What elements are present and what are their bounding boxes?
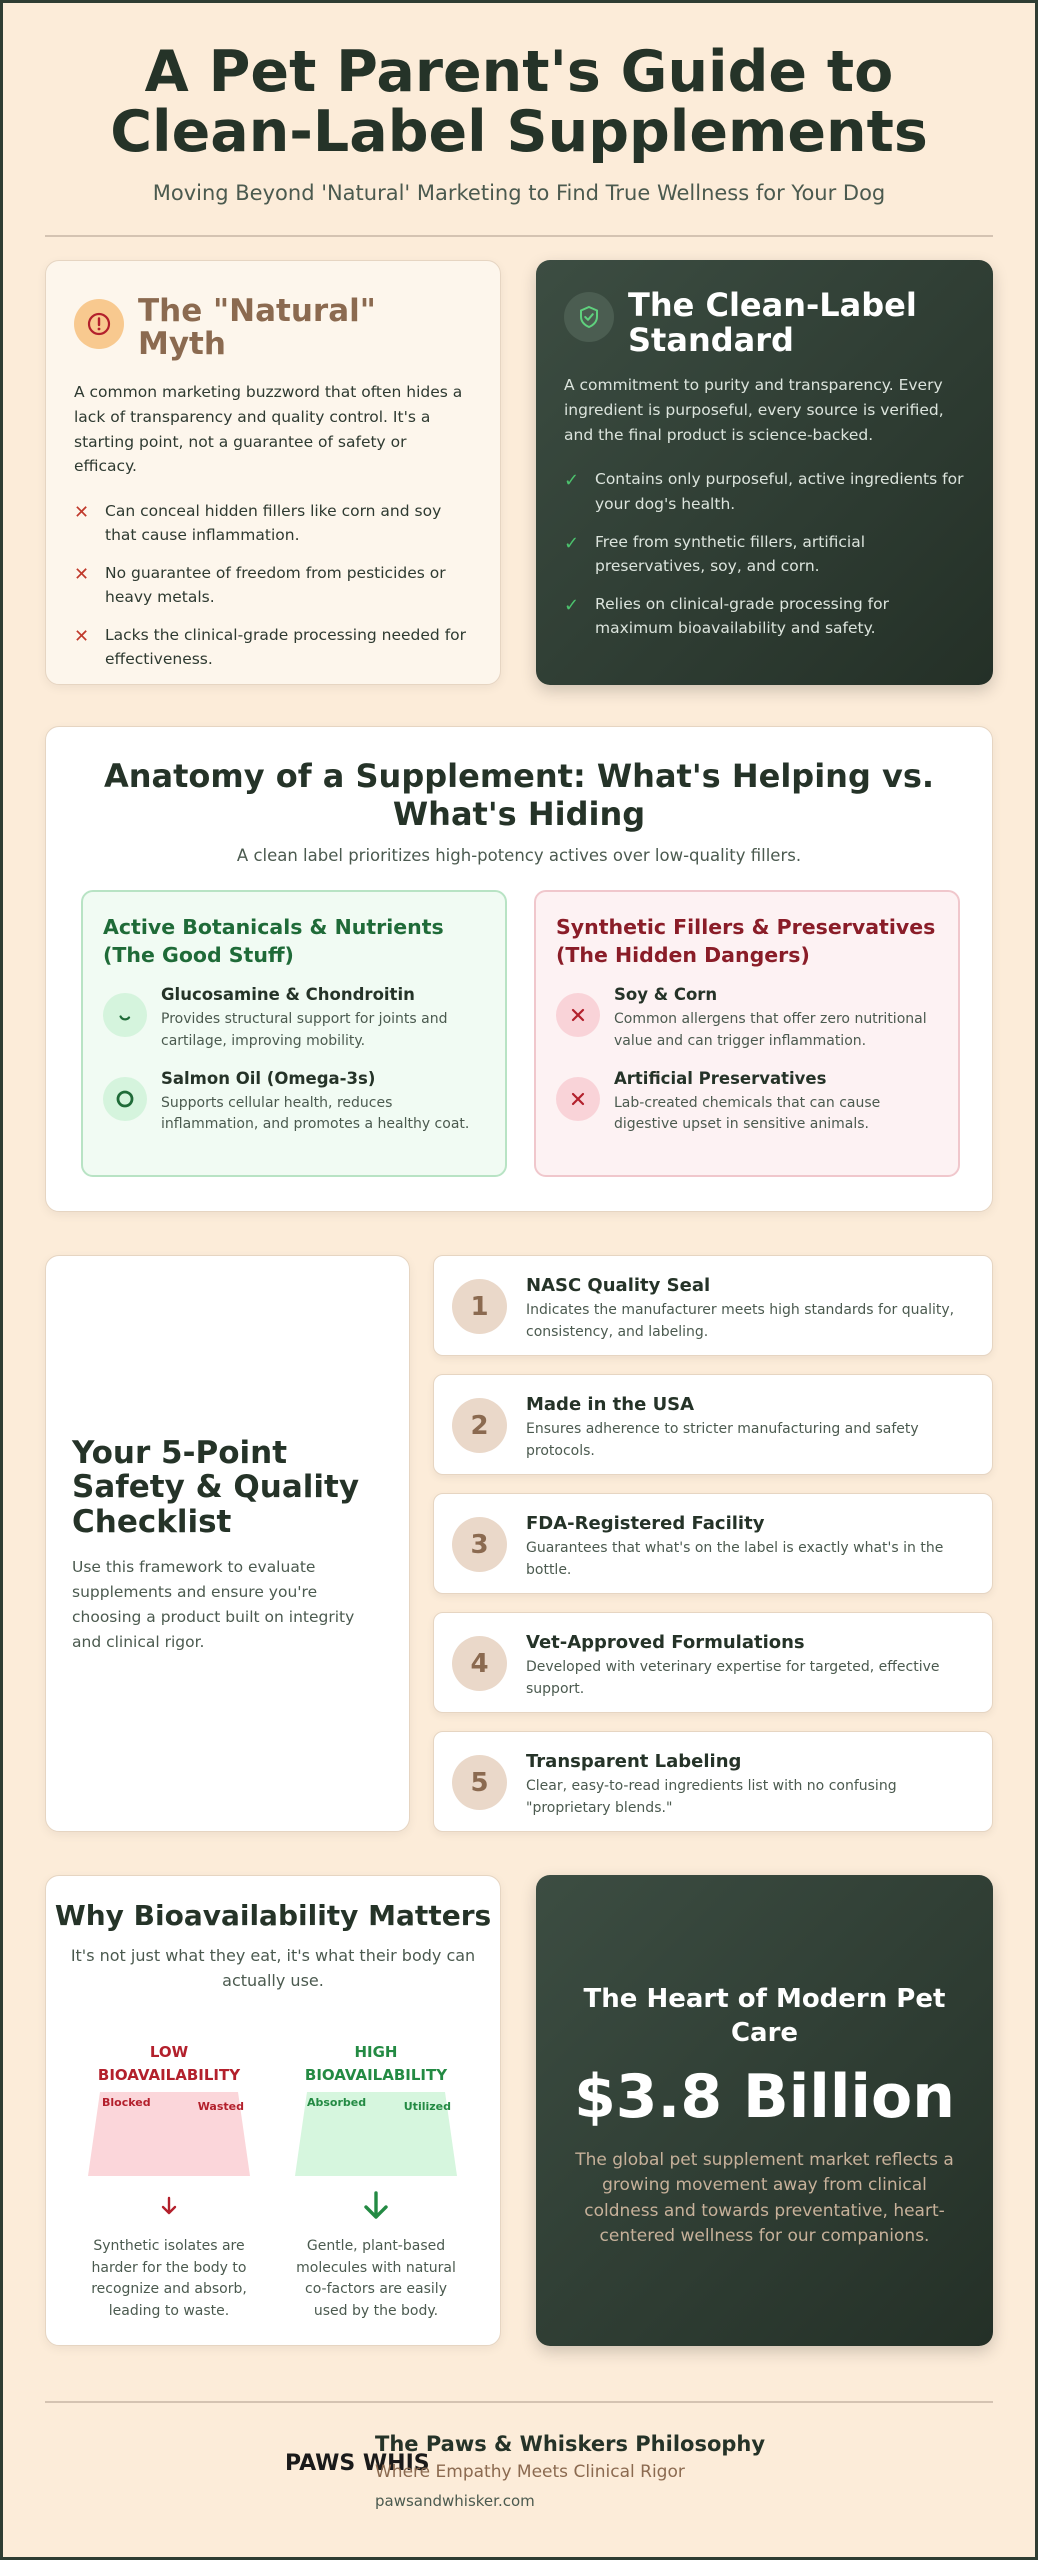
header [45,0,993,237]
checklist-item: 5 Transparent Labeling Clear, easy-to-read ingredients list with no confusing "proprietary blends." [433,1731,993,1832]
divider [45,235,993,237]
check-icon: ✓ [564,532,580,554]
x-icon: ✕ [74,564,90,586]
market-figure: $3.8 Billion [574,2061,955,2132]
step-number: 3 [452,1517,507,1572]
step-number: 2 [452,1398,507,1453]
natural-myth-card [45,260,501,685]
page-subtitle: Moving Beyond 'Natural' Marketing to Find True Wellness for Your Dog [152,180,886,205]
list-item: Glucosamine & Chondroitin Provides structural support for joints and cartilage, improving mobility. [103,985,485,1052]
arrow-down-icon [295,2176,457,2236]
check-icon: ✓ [564,594,580,616]
infographic [45,0,993,2510]
list-item: Salmon Oil (Omega-3s) Supports cellular health, reduces inflammation, and promotes a healthy coat. [103,1069,485,1136]
footer [285,2432,765,2510]
footer-tagline: Where Empathy Meets Clinical Rigor [375,2462,685,2482]
footer-title: The Paws & Whiskers Philosophy [375,2432,766,2456]
list-item: ✕ Lacks the clinical-grade processing needed for effectiveness. [74,623,472,671]
absorbed-tag: Absorbed [307,2096,367,2109]
list-item: ✓ Contains only purposeful, active ingredients for your dog's health. [564,467,965,515]
x-icon: ✕ [74,502,90,524]
step-number: 4 [452,1636,507,1691]
checklist-item: 1 NASC Quality Seal Indicates the manufacturer meets high standards for quality, consistency, and labeling. [433,1255,993,1356]
high-desc: Gentle, plant-based molecules with natural co-factors are easily used by the body. [296,2238,456,2320]
good-title: Active Botanicals & Nutrients (The Good Stuff) [103,915,444,967]
checklist-item: 4 Vet-Approved Formulations Developed with veterinary expertise for targeted, effective support. [433,1612,993,1713]
list-item: ✕ Can conceal hidden fillers like corn and soy that cause inflammation. [74,499,472,547]
list-item: Soy & Corn Common allergens that offer zero nutritional value and can trigger inflammation. [556,985,938,1052]
myth-intro: A common marketing buzzword that often hides a lack of transparency and quality control. It's a starting point, not a guarantee of safety or efficacy. [74,382,463,476]
bioavailability-card [45,1875,501,2346]
comparison-row [45,260,993,685]
market-text: The global pet supplement market reflects a growing movement away from clinical coldness and towards preventative, heart-centered wellness for our companions. [575,2149,954,2247]
alert-icon [74,299,124,349]
low-bioavailability-column [88,2041,250,2323]
x-icon [556,993,600,1037]
bio-subtitle: It's not just what they eat, it's what their body can actually use. [70,1946,476,1990]
standard-intro: A commitment to purity and transparency. Every ingredient is purposeful, every source is verified, and the final product is science-backed. [564,376,944,444]
anatomy-section [45,726,993,1212]
clean-label-card [536,260,993,685]
market-title: The Heart of Modern Pet Care [583,1984,946,2048]
ring-icon [103,1077,147,1121]
standard-title: The Clean-Label Standard [628,286,917,359]
utilized-tag: Utilized [403,2100,451,2113]
footer-url[interactable]: pawsandwhisker.com [375,2492,535,2510]
anatomy-subtitle: A clean label prioritizes high-potency actives over low-quality fillers. [236,845,802,865]
divider [45,2401,993,2403]
blocked-tag: Blocked [102,2096,151,2109]
checklist-intro-card [45,1255,410,1832]
brand-logo: PAWS WHIS [285,2451,430,2476]
step-number: 5 [452,1755,507,1810]
anatomy-title: Anatomy of a Supplement: What's Helping vs. What's Hiding [103,757,935,834]
high-label: HIGH BIOAVAILABILITY [304,2043,448,2084]
checklist-intro: Use this framework to evaluate supplements and ensure you're choosing a product built on integrity and clinical rigor. [72,1558,355,1651]
x-icon: ✕ [74,626,90,648]
step-number: 1 [452,1279,507,1334]
low-label: LOW BIOAVAILABILITY [97,2043,241,2084]
high-bioavailability-column [295,2041,457,2323]
bad-ingredients-box [534,890,960,1177]
market-card [536,1875,993,2346]
arrow-down-icon [88,2176,250,2236]
bad-title: Synthetic Fillers & Preservatives (The Hidden Dangers) [556,915,936,967]
check-icon: ✓ [564,470,580,492]
shield-check-icon [564,292,614,342]
checklist-item: 3 FDA-Registered Facility Guarantees that what's on the label is exactly what's in the bottle. [433,1493,993,1594]
list-item: ✓ Relies on clinical-grade processing for maximum bioavailability and safety. [564,592,965,640]
spinner-icon [103,993,147,1037]
checklist-item: 2 Made in the USA Ensures adherence to stricter manufacturing and safety protocols. [433,1374,993,1475]
x-icon [556,1077,600,1121]
checklist-title: Your 5-Point Safety & Quality Checklist [72,1435,360,1540]
myth-points [74,499,472,671]
list-item: Artificial Preservatives Lab-created chemicals that can cause digestive upset in sensitive animals. [556,1069,938,1136]
page-title: A Pet Parent's Guide to Clean-Label Supplements [110,39,928,166]
standard-points [564,467,965,639]
list-item: ✓ Free from synthetic fillers, artificial preservatives, soy, and corn. [564,530,965,578]
wasted-tag: Wasted [197,2100,244,2113]
myth-title: The "Natural" Myth [138,293,376,363]
good-ingredients-box [81,890,507,1177]
low-desc: Synthetic isolates are harder for the body to recognize and absorb, leading to waste. [91,2238,247,2320]
low-funnel [88,2092,250,2176]
high-funnel [295,2092,457,2176]
bio-title: Why Bioavailability Matters [54,1899,492,1932]
list-item: ✕ No guarantee of freedom from pesticides or heavy metals. [74,561,472,609]
